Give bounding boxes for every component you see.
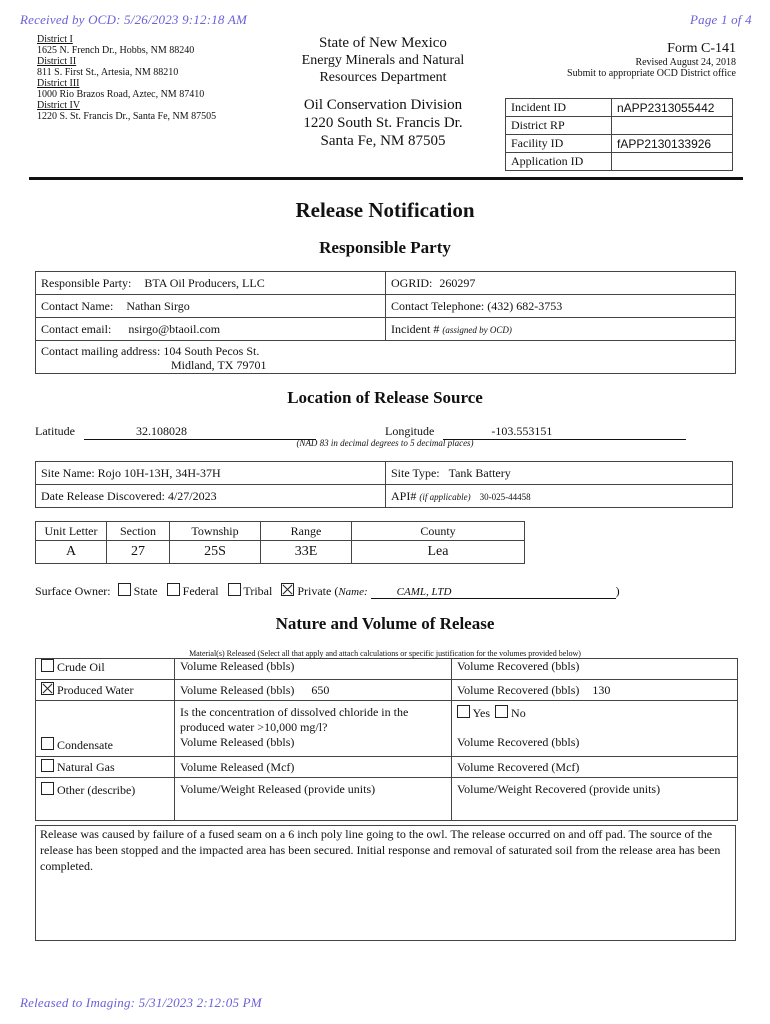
site-table [35,461,733,508]
table-row [36,680,738,701]
division-city: Santa Fe, NM 87505 [320,133,446,149]
surface-owner-label: Surface Owner: [35,584,111,598]
gas-recovered-label: Volume Recovered (Mcf) [452,757,738,778]
materials-note: Material(s) Released (Select all that apply and attach calculations or specific justification for the volumes provided below) [189,649,581,658]
tribal-checkbox[interactable] [228,583,241,596]
unit-letter-value[interactable]: A [36,541,107,564]
table-row [36,757,738,778]
natural-gas-checkbox[interactable] [41,759,54,772]
district-rp-value[interactable] [612,117,733,135]
pw-recovered-value[interactable]: 130 [592,682,611,697]
division-name: Oil Conservation Division [303,97,463,113]
pw-released-value[interactable]: 650 [311,682,330,697]
table-row [36,701,738,757]
longitude-value[interactable]: -103.553151 [443,424,686,440]
longitude-label: Longitude [385,424,435,438]
state-label: State [133,584,158,598]
table-row [506,153,733,171]
site-type-value[interactable]: Tank Battery [448,465,511,480]
pw-cell [36,680,175,701]
phone-value[interactable]: (432) 682-3753 [487,298,563,313]
federal-checkbox[interactable] [167,583,180,596]
condensate-released-label: Volume Released (bbls) [180,735,295,749]
date-label: Date Release Discovered: [41,488,165,503]
division-street: 1220 South St. Francis Dr. [303,115,463,131]
id-label: Facility ID [506,135,612,153]
district-name: District I [37,34,73,45]
table-row [36,659,738,680]
responsible-party-table [35,271,736,374]
api-value[interactable]: 30-025-44458 [479,491,531,502]
condensate-cell [36,701,175,757]
api-note: (if applicable) [419,491,471,502]
other-released-label: Volume/Weight Released (provide units) [175,778,452,821]
pw-recovered-label: Volume Recovered (bbls) [457,682,580,697]
plss-header: Unit Letter [36,522,107,541]
table-row [506,135,733,153]
id-label: District RP [506,117,612,135]
table-row [36,541,525,564]
contact-label: Contact Name: [41,298,114,313]
plss-table [35,521,525,564]
latitude-value[interactable]: 32.108028 [84,424,316,440]
contact-value[interactable]: Nathan Sirgo [126,298,190,313]
other-checkbox[interactable] [41,782,54,795]
mailing-line-2[interactable]: Midland, TX 79701 [171,358,267,372]
condensate-label: Condensate [57,738,113,752]
form-info [530,41,736,79]
site-name-label: Site Name: [41,465,95,480]
email-value[interactable]: nsirgo@btaoil.com [128,321,221,336]
private-label: Private ( [297,584,339,598]
state-name: State of New Mexico [319,35,447,51]
table-row [36,485,733,508]
yes-label: Yes [472,706,491,720]
id-table [505,98,733,171]
yes-checkbox[interactable] [457,705,470,718]
table-row [36,295,736,318]
facility-id-value[interactable]: fAPP2130133926 [612,135,733,153]
tribal-label: Tribal [243,584,273,598]
no-checkbox[interactable] [495,705,508,718]
incident-label: Incident # [391,321,440,336]
produced-water-checkbox[interactable] [41,682,54,695]
table-row [506,117,733,135]
district-address: 1625 N. French Dr., Hobbs, NM 88240 [37,45,195,56]
form-revised: Revised August 24, 2018 [635,57,736,68]
form-number: Form C-141 [667,41,736,56]
email-label: Contact email: [41,321,112,336]
released-stamp: Released to Imaging: 5/31/2023 2:12:05 PM [20,995,262,1010]
county-value[interactable]: Lea [352,541,525,564]
produced-water-label: Produced Water [57,683,134,697]
range-value[interactable]: 33E [261,541,352,564]
owner-name-label: Name: [338,586,368,598]
chloride-question-2: produced water >10,000 mg/l? [180,720,328,734]
nad-note: (NAD 83 in decimal degrees to 5 decimal places) [296,438,474,448]
other-label: Other (describe) [57,783,136,797]
district-name: District IV [37,100,81,111]
district-name: District II [37,56,77,67]
plss-header: County [352,522,525,541]
other-cell [36,778,175,821]
district-address: 811 S. First St., Artesia, NM 88210 [37,67,179,78]
district-list [37,34,216,122]
header-divider [29,177,743,180]
party-label: Responsible Party: [41,275,132,290]
natural-gas-label: Natural Gas [57,760,115,774]
agency-header [283,34,483,150]
table-row [36,522,525,541]
crude-cell [36,659,175,680]
phone-label: Contact Telephone: [391,298,485,313]
plss-header: Section [107,522,170,541]
owner-name-value[interactable]: CAML, LTD [371,586,616,599]
plss-header: Range [261,522,352,541]
surface-owner-row [35,583,620,599]
page-title: Release Notification [295,198,475,222]
table-row [36,341,736,374]
site-type-label: Site Type: [391,465,440,480]
incident-id-value[interactable]: nAPP2313055442 [612,99,733,117]
table-row [36,318,736,341]
no-label: No [511,706,526,720]
private-checkbox[interactable] [281,583,294,596]
release-cause-box[interactable]: Release was caused by failure of a fused seam on a 6 inch poly line going to the owl. The release occurred on and off pad. The source of the release has been stopped and the impacted area has been secured. Initial response and removal of saturated soil from the release area has been completed. [35,825,736,941]
api-label: API# [391,488,417,503]
incident-note: (assigned by OCD) [442,324,512,335]
mailing-label: Contact mailing address: [41,344,161,358]
responsible-party-heading: Responsible Party [319,238,451,257]
township-value[interactable]: 25S [170,541,261,564]
district-address: 1000 Rio Brazos Road, Aztec, NM 87410 [37,89,205,100]
location-heading: Location of Release Source [287,388,483,407]
id-label: Application ID [506,153,612,171]
other-recovered-label: Volume/Weight Recovered (provide units) [452,778,738,821]
party-value[interactable]: BTA Oil Producers, LLC [144,275,265,290]
latitude-label: Latitude [35,424,75,438]
mailing-line-1[interactable]: 104 South Pecos St. [163,344,260,358]
condensate-checkbox[interactable] [41,737,54,750]
plss-header: Township [170,522,261,541]
section-value[interactable]: 27 [107,541,170,564]
received-stamp: Received by OCD: 5/26/2023 9:12:18 AM [20,12,248,27]
state-checkbox[interactable] [118,583,131,596]
crude-label: Crude Oil [57,660,105,674]
gas-cell [36,757,175,778]
district-name: District III [37,78,80,89]
condensate-recovered-label: Volume Recovered (bbls) [457,735,580,749]
nature-table [35,658,738,821]
pw-released-label: Volume Released (bbls) [180,682,295,697]
ogrid-value[interactable]: 260297 [439,275,476,290]
gas-released-label: Volume Released (Mcf) [175,757,452,778]
application-id-value[interactable] [612,153,733,171]
crude-recovered-label: Volume Recovered (bbls) [452,659,738,680]
form-submit-note: Submit to appropriate OCD District office [567,68,736,79]
ogrid-label: OGRID: [391,275,433,290]
site-name-value[interactable]: Rojo 10H-13H, 34H-37H [97,465,221,480]
district-address: 1220 S. St. Francis Dr., Santa Fe, NM 87505 [37,111,217,122]
owner-close-paren: ) [615,584,620,598]
table-row [506,99,733,117]
table-row [36,778,738,821]
nature-heading: Nature and Volume of Release [275,614,495,633]
table-row [36,272,736,295]
id-label: Incident ID [506,99,612,117]
page-number: Page 1 of 4 [690,12,752,27]
crude-checkbox[interactable] [41,659,54,672]
crude-released-label: Volume Released (bbls) [175,659,452,680]
chloride-question-1: Is the concentration of dissolved chloride in the [180,705,409,719]
federal-label: Federal [182,584,219,598]
table-row [36,462,733,485]
date-value[interactable]: 4/27/2023 [167,488,217,503]
department-line-1: Energy Minerals and Natural [301,53,465,68]
department-line-2: Resources Department [319,70,447,85]
